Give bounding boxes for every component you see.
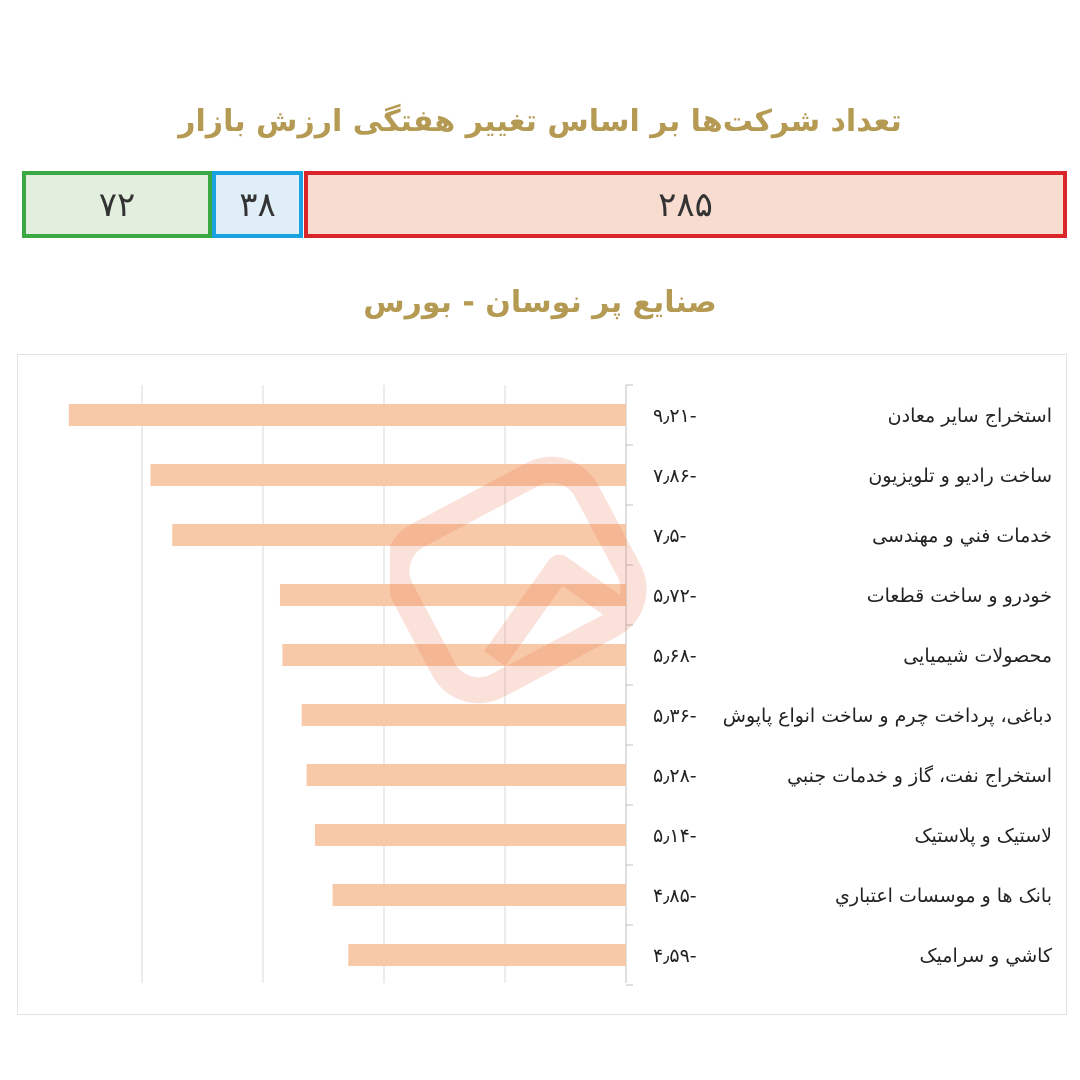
value-label: ۴٫۸۵- xyxy=(653,885,697,907)
bar xyxy=(302,704,626,726)
bar xyxy=(282,644,626,666)
value-label: ۷٫۸۶- xyxy=(653,465,697,487)
bar xyxy=(315,824,626,846)
value-label: ۵٫۷۲- xyxy=(653,585,697,607)
chart-frame xyxy=(17,354,1067,1015)
category-label: ساخت راديو و تلويزيون xyxy=(868,465,1052,487)
value-label: ۴٫۵۹- xyxy=(653,945,697,967)
value-label: ۵٫۱۴- xyxy=(653,825,697,847)
bar xyxy=(150,464,626,486)
category-label: کاشي و سراميک xyxy=(919,945,1052,967)
category-label: لاستيک و پلاستيک xyxy=(914,825,1052,847)
bar xyxy=(280,584,626,606)
count-box-blue: ۳۸ xyxy=(212,171,303,238)
category-label: استخراج نفت، گاز و خدمات جنبي xyxy=(787,765,1052,787)
page-title: تعداد شرکت‌ها بر اساس تغییر هفتگی ارزش بازار xyxy=(178,104,902,139)
value-label: ۵٫۳۶- xyxy=(653,705,697,727)
category-label: محصولات شيميايی xyxy=(903,645,1052,667)
value-label: ۹٫۲۱- xyxy=(653,405,697,427)
bar-chart xyxy=(18,355,1066,1014)
category-label: بانک ها و موسسات اعتباري xyxy=(835,885,1052,907)
bar xyxy=(172,524,626,546)
bar xyxy=(348,944,626,966)
category-label: خدمات فني و مهندسی xyxy=(872,525,1052,547)
category-label: استخراج ساير معادن xyxy=(887,405,1052,427)
bar xyxy=(69,404,626,426)
bar xyxy=(307,764,626,786)
value-label: ۷٫۵- xyxy=(653,525,687,547)
value-label: ۵٫۲۸- xyxy=(653,765,697,787)
count-box-green: ۷۲ xyxy=(22,171,212,238)
category-label: خودرو و ساخت قطعات xyxy=(866,585,1052,607)
bar xyxy=(333,884,626,906)
count-box-red: ۲۸۵ xyxy=(304,171,1067,238)
section-title: صنایع پر نوسان - بورس xyxy=(363,285,717,320)
value-label: ۵٫۶۸- xyxy=(653,645,697,667)
category-label: دباغی، پرداخت چرم و ساخت انواع پاپوش xyxy=(722,705,1052,727)
